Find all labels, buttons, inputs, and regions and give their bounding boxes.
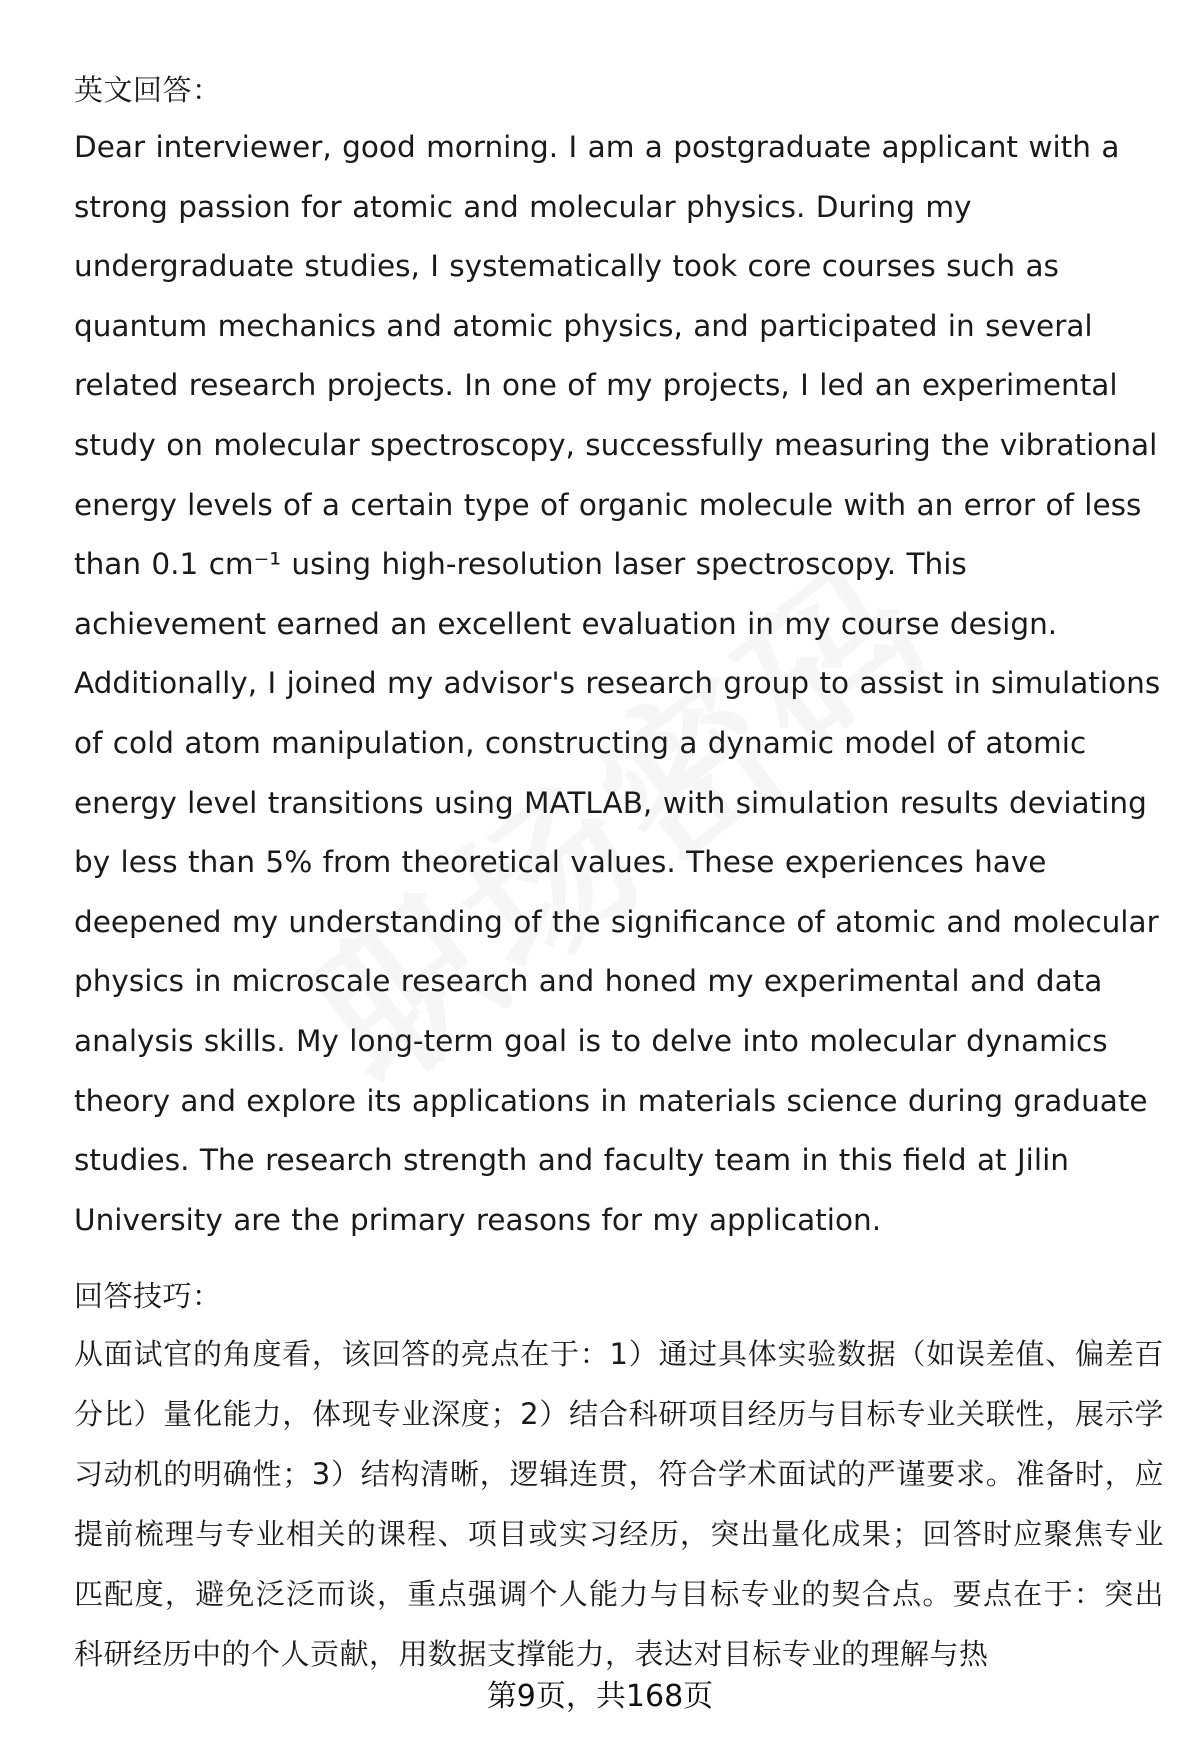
english-answer-label: 英文回答： [74, 73, 222, 107]
page-number-footer: 第9页，共168页 [486, 1679, 714, 1714]
answer-tips-label: 回答技巧： [74, 1279, 222, 1314]
page-content [74, 62, 1164, 1684]
english-answer-text: Dear interviewer, good morning. I am a postgraduate applicant with a strong passion for atomic and molecular physics. During my undergraduate studies, I systematically took core courses such as quantum mechanics and atomic physics, and participated in several related research projects. In one of my projects, I led an experimental study on molecular spectroscopy, successfully measuring the vibrational energy levels of a certain type of organic molecule with an error of less than 0.1 cm⁻¹ using high-resolution laser spectroscopy. This achievement earned an excellent evaluation in my course design. Additionally, I joined my advisor's research group to assist in simulations of cold atom manipulation, constructing a dynamic model of atomic energy level transitions using MATLAB, with simulation results deviating by less than 5% from theoretical values. These experiences have deepened my understanding of the significance of atomic and molecular physics in microscale research and honed my experimental and data analysis skills. My long-term goal is to delve into molecular dynamics theory and explore its applications in materials science during graduate studies. The research strength and faculty team in this field at Jilin University are the primary reasons for my application. [74, 130, 1161, 1237]
answer-tips-text: 从面试官的角度看，该回答的亮点在于：1）通过具体实验数据（如误差值、偏差百分比）量化能力，体现专业深度；2）结合科研项目经历与目标专业关联性，展示学习动机的明确性；3）结构清晰，逻辑连贯，符合学术面试的严谨要求。准备时，应提前梳理与专业相关的课程、项目或实习经历，突出量化成果；回答时应聚焦专业匹配度，避免泛泛而谈，重点强调个人能力与目标专业的契合点。要点在于：突出科研经历中的个人贡献，用数据支撑能力，表达对目标专业的理解与热 [74, 1337, 1164, 1672]
